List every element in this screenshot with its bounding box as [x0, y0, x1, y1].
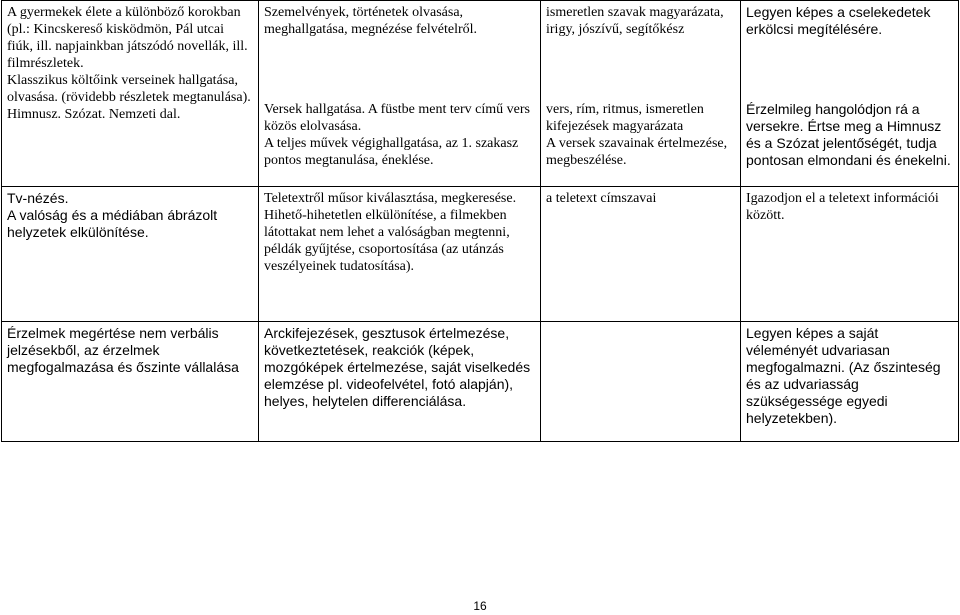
table-cell	[741, 322, 959, 442]
cell-text: Érzelmileg hangolódjon rá a versekre. Értse meg a Himnusz és a Szózat jelentőségét, tudja pontosan elmondani és énekelni.	[746, 101, 951, 168]
cell-text: a teletext címszavai	[546, 191, 657, 206]
cell-text: Legyen képes a cselekedetek erkölcsi megítélésére.	[746, 4, 931, 37]
cell-text: A gyermekek élete a különböző korokban (pl.: Kincskereső kisködmön, Pál utcai fiúk, ill. napjainkban játszódó novellák, ill. filmrészletek. Klasszikus költőink verseinek hallgatása, olvasása. (rövidebb részletek megtanulása). Himnusz. Szózat. Nemzeti dal.	[7, 5, 251, 122]
cell-text: ismeretlen szavak magyarázata, irigy, jószívű, segítőkész	[546, 5, 724, 37]
table-cell	[541, 187, 741, 322]
cell-text: Érzelmek megértése nem verbális jelzésekből, az érzelmek megfogalmazása és őszinte vállalása	[7, 325, 239, 375]
table-cell	[259, 1, 541, 187]
table-cell	[2, 187, 259, 322]
cell-text: Teletextről műsor kiválasztása, megkeresése. Hihető-hihetetlen elkülönítése, a filmekben látottakat nem lehet a valóságban megtenni, példák gyűjtése, csoportosítása (az utánzás veszélyeinek tudatosítása).	[264, 191, 517, 274]
table-cell	[541, 1, 741, 187]
cell-text: Legyen képes a saját véleményét udvariasan megfogalmazni. (Az őszinteség és az udvariasság szükségessége egyedi helyzetekben).	[746, 325, 941, 426]
table-row	[2, 187, 959, 322]
cell-text: vers, rím, ritmus, ismeretlen kifejezések magyarázata A versek szavainak értelmezése, megbeszélése.	[546, 102, 728, 168]
cell-text: Arckifejezések, gesztusok értelmezése, következtetések, reakciók (képek, mozgóképek értelmezése, saját viselkedés elemzése pl. videofelvétel, fotó alapján), helyes, helytelen differenciálása.	[264, 325, 531, 409]
page-number: 16	[473, 599, 487, 613]
curriculum-table	[1, 0, 959, 442]
table-cell	[259, 322, 541, 442]
cell-text: Szemelvények, történetek olvasása, meghallgatása, megnézése felvételről.	[264, 5, 478, 37]
table-cell	[2, 1, 259, 187]
table-cell	[259, 187, 541, 322]
table-row	[2, 322, 959, 442]
cell-text: Tv-nézés. A valóság és a médiában ábrázolt helyzetek elkülönítése.	[7, 190, 218, 240]
table-cell	[741, 1, 959, 187]
cell-text: Versek hallgatása. A füstbe ment terv című vers közös elolvasása. A teljes művek végighallgatása, az 1. szakasz pontos megtanulása, éneklése.	[264, 102, 530, 168]
cell-text: Igazodjon el a teletext információi között.	[746, 191, 939, 223]
table-cell	[2, 322, 259, 442]
table-cell	[541, 322, 741, 442]
table-row	[2, 1, 959, 187]
table-cell	[741, 187, 959, 322]
